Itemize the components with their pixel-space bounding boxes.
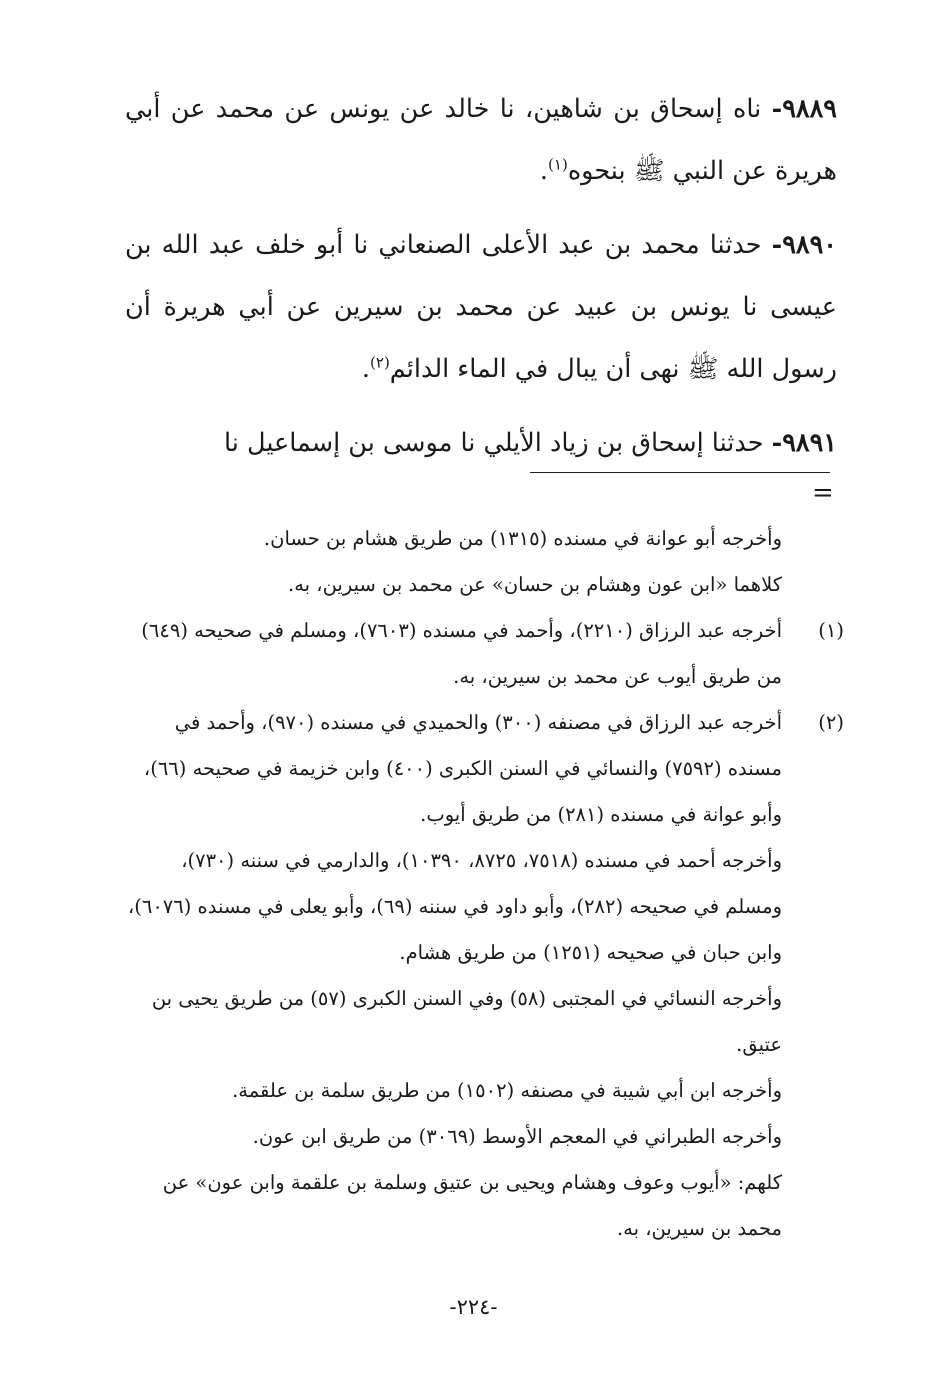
footnote-divider <box>530 472 830 473</box>
footnote-paragraph: وأخرجه ابن أبي شيبة في مصنفه (١٥٠٢) من طريق سلمة بن علقمة. <box>232 1079 782 1102</box>
footnote-ref: (١) <box>548 155 568 174</box>
hadith-entry <box>125 214 837 400</box>
footnote-2 <box>122 700 844 838</box>
hadith-end: . <box>539 156 549 186</box>
hadith-text: حدثنا إسحاق بن زياد الأيلي نا موسى بن إسماعيل نا <box>224 428 772 458</box>
footnote-marker: (١) <box>818 619 844 642</box>
footnote-paragraph: وأخرجه أحمد في مسنده (٧٥١٨، ٨٧٢٥، ١٠٣٩٠)، والدارمي في سننه (٧٣٠)، ومسلم في صحيحه (٢٨٢)، وأبو داود في سننه (٦٩)، وأبو يعلى في مسنده (٦٠٧٦)، وابن حبان في صحيحه (١٢٥١) من طريق هشام. <box>127 849 782 964</box>
footnote-1 <box>122 608 844 700</box>
footnote-marker: (٢) <box>818 711 844 734</box>
hadith-number: ٩٨٨٩- <box>771 94 837 124</box>
footnote-paragraph: كلهم: «أيوب وعوف وهشام ويحيى بن عتيق وسلمة بن علقمة وابن عون» عن محمد بن سيرين، به. <box>162 1171 782 1240</box>
hadith-number: ٩٨٩١- <box>771 428 837 458</box>
footnote-paragraph: وأخرجه الطبراني في المعجم الأوسط (٣٠٦٩) من طريق ابن عون. <box>252 1125 782 1148</box>
footnote-paragraph: وأخرجه النسائي في المجتبى (٥٨) وفي السنن الكبرى (٥٧) من طريق يحيى بن عتيق. <box>151 987 782 1056</box>
hadith-entry <box>125 412 837 474</box>
hadith-number: ٩٨٩٠- <box>771 230 837 260</box>
hadith-entry <box>125 78 837 202</box>
footnote-continuation: كلاهما «ابن عون وهشام بن حسان» عن محمد بن سيرين، به. <box>288 573 782 596</box>
footnote-ref: (٢) <box>370 353 390 372</box>
page-number: -٢٢٤- <box>449 1295 498 1319</box>
footnote-text: أخرجه عبد الرزاق في مصنفه (٣٠٠) والحميدي في مسنده (٩٧٠)، وأحمد في مسنده (٧٥٩٢) والنسائي في السنن الكبرى (٤٠٠) وابن خزيمة في صحيحه (٦٦)، وأبو عوانة في مسنده (٢٨١) من طريق أيوب. <box>143 711 782 826</box>
hadith-end: . <box>361 354 371 384</box>
hadith-text: ناه إسحاق بن شاهين، نا خالد عن يونس عن محمد عن أبي هريرة عن النبي ﷺ بنحوه <box>125 94 837 186</box>
footnotes <box>122 516 844 1252</box>
hadith-text: حدثنا محمد بن عبد الأعلى الصنعاني نا أبو خلف عبد الله بن عيسى نا يونس بن عبيد عن محمد بن سيرين عن أبي هريرة أن رسول الله ﷺ نهى أن يبال في الماء الدائم <box>125 230 837 384</box>
main-text <box>125 78 837 486</box>
continuation-mark: = <box>812 478 834 508</box>
footnote-text: أخرجه عبد الرزاق (٢٢١٠)، وأحمد في مسنده (٧٦٠٣)، ومسلم في صحيحه (٦٤٩) من طريق أيوب عن محمد بن سيرين، به. <box>141 619 782 688</box>
footnote-continuation: وأخرجه أبو عوانة في مسنده (١٣١٥) من طريق هشام بن حسان. <box>263 527 782 550</box>
